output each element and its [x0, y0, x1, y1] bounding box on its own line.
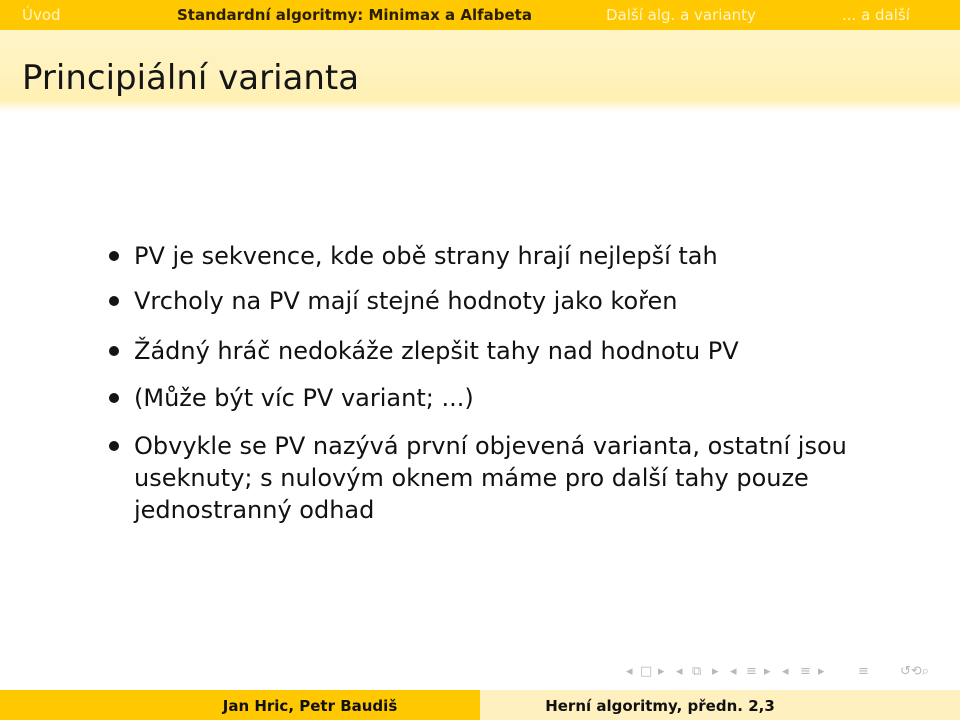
section-nav-bar [0, 0, 960, 30]
search-back-icon[interactable]: ↺⟲⌕ [900, 664, 930, 679]
bullet-item: Žádný hráč nedokáže zlepšit tahy nad hodnotu PV [134, 337, 739, 365]
bullet-item: (Může být víc PV variant; ...) [134, 384, 474, 412]
next-subsection-icon[interactable]: ▸ [764, 664, 771, 679]
prev-slide-icon[interactable]: ◂ [626, 664, 633, 679]
next-slide-icon[interactable]: ▸ [658, 664, 665, 679]
bullet-item: PV je sekvence, kde obě strany hrají nejlepší tah [134, 242, 718, 270]
bullet-marker [109, 393, 119, 403]
bullet-marker [109, 296, 119, 306]
prev-frame-icon[interactable]: ◂ [676, 664, 683, 679]
bullet-marker [109, 441, 119, 451]
document-icon[interactable]: ≡ [858, 664, 869, 679]
subsection-icon[interactable]: ≡ [746, 664, 757, 679]
nav-section-standard-algorithms[interactable]: Standardní algoritmy: Minimax a Alfabeta [177, 6, 532, 24]
next-section-icon[interactable]: ▸ [818, 664, 825, 679]
prev-section-icon[interactable]: ◂ [782, 664, 789, 679]
nav-section-other-algorithms[interactable]: Další alg. a varianty [606, 6, 756, 24]
slide-title: Principiální varianta [22, 58, 360, 98]
next-frame-icon[interactable]: ▸ [712, 664, 719, 679]
footer-authors: Jan Hric, Petr Baudiš [222, 697, 398, 715]
prev-subsection-icon[interactable]: ◂ [730, 664, 737, 679]
frame-icon[interactable]: ⧉ [692, 664, 702, 679]
bullet-marker [109, 346, 119, 356]
footer-title: Herní algoritmy, předn. 2,3 [545, 697, 775, 715]
nav-section-more[interactable]: ... a další [842, 6, 910, 24]
nav-section-uvod[interactable]: Úvod [22, 6, 61, 24]
bullet-item: Obvykle se PV nazývá první objevená varianta, ostatní jsou useknuty; s nulovým oknem máme pro další tahy pouze jednostranný odhad [134, 432, 847, 524]
section-icon[interactable]: ≡ [800, 664, 811, 679]
bullet-marker [109, 251, 119, 261]
bullet-item: Vrcholy na PV mají stejné hodnoty jako kořen [134, 287, 678, 315]
slide-icon[interactable]: □ [640, 664, 653, 679]
